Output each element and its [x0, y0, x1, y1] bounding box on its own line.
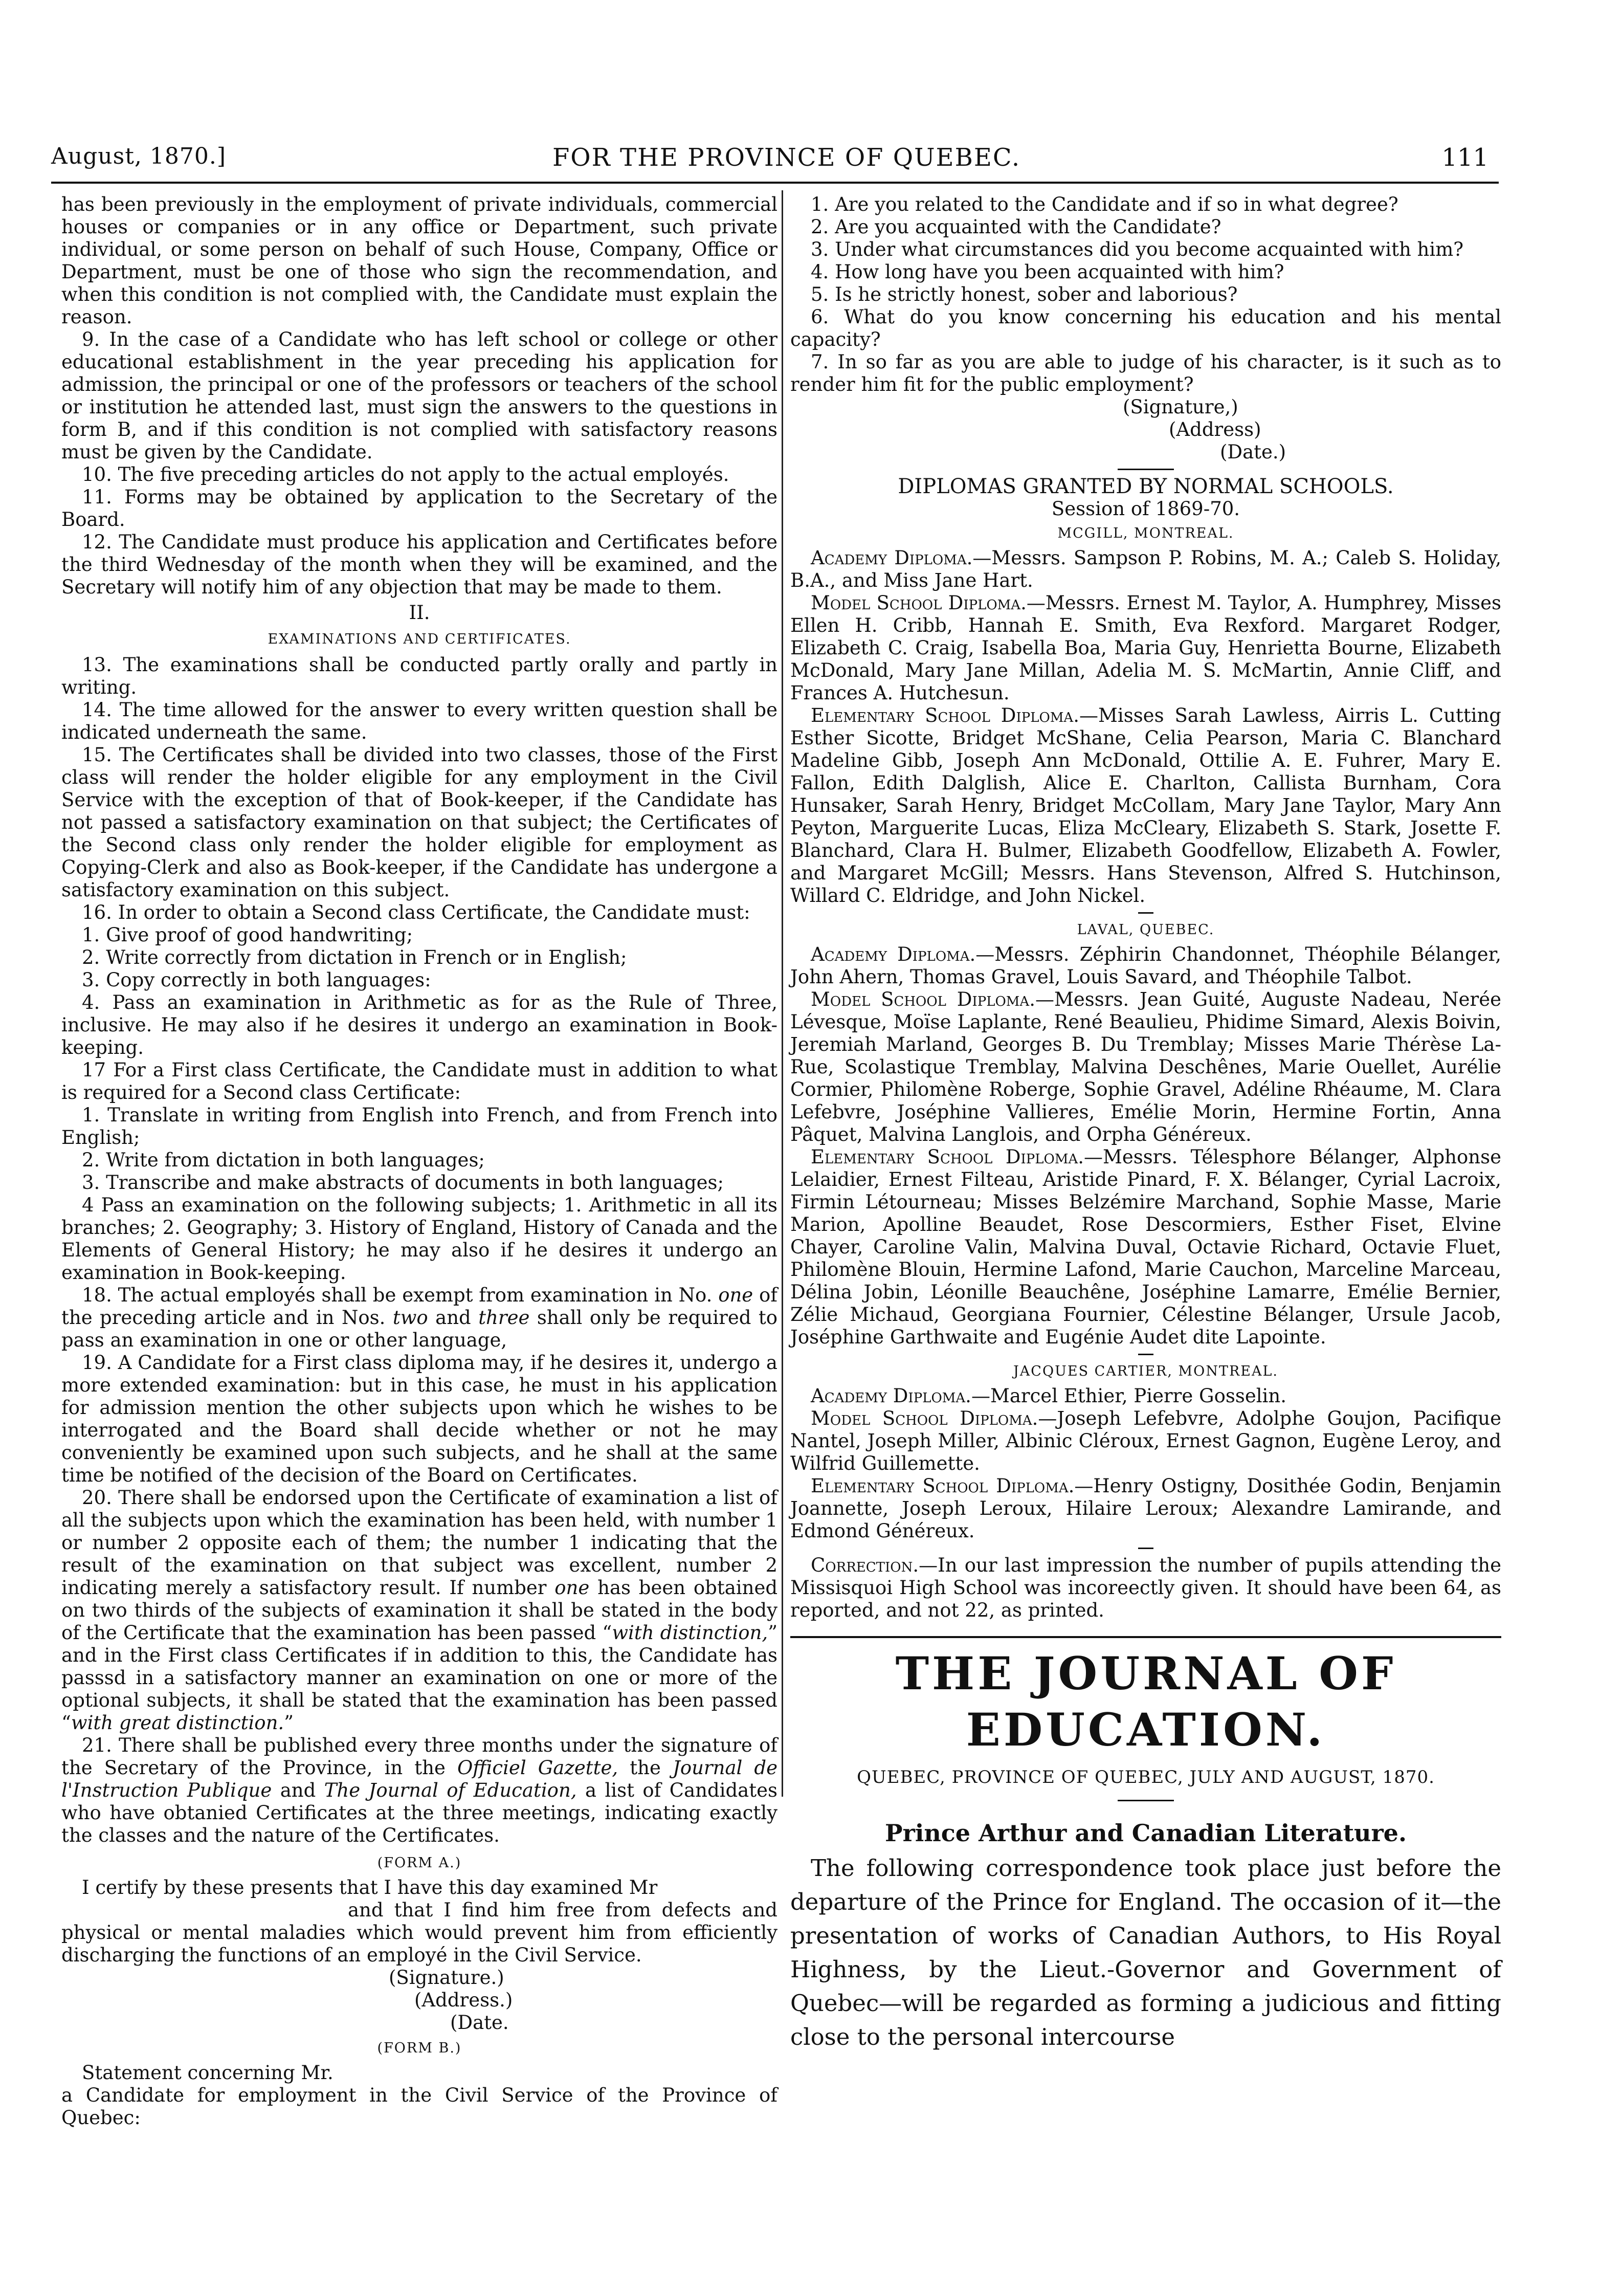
article-9: 9. In the case of a Candidate who has left school or college or other educational establishment in the year preceding his application for admission, the principal or one of the professors or teachers of the school or institution he attended last, must sign the answers to the questions in form B, and if this condition is not complied with satisfactory reasons must be given by the Candidate. — [61, 328, 777, 463]
journal-title: THE JOURNAL OF EDUCATION. — [895, 1647, 1396, 1756]
article-title: Prince Arthur and Canadian Literature. — [885, 1819, 1407, 1847]
question-5: 5. Is he strictly honest, sober and laborious? — [811, 283, 1238, 305]
session-line: Session of 1869-70. — [1051, 498, 1240, 520]
mcgill-academy: Academy Diploma.—Messrs. Sampson P. Robins, M. A.; Caleb S. Holiday, B.A., and Miss Jane Hart. — [790, 547, 1501, 591]
article-body: The following correspondence took place just before the departure of the Prince for England. The occasion of it—the presentation of works of Canadian Authors, to His Royal Highness, by the Lieut.-Governor and Government of Quebec—will be regarded as forming a judicious and fitting close to the personal intercourse — [790, 1855, 1501, 2050]
article-21: 21. There shall be published every three months under the signature of the Secretary of the Province, in the Officiel Gazette, the Journal de l'Instruction Publique and The Journal of Education, a list of Candidates who have obtanied Certificates at the three meetings, indicating exactly the classes and the nature of the Certificates. — [61, 1734, 778, 1846]
question-2: 2. Are you acquainted with the Candidate? — [811, 216, 1221, 238]
form-b-title: (FORM B.) — [377, 2040, 462, 2056]
laval-model-school: Model School Diploma.—Messrs. Jean Guité, Auguste Nadeau, Nerée Lévesque, Moïse Laplante, René Beaulieu, Phidime Simard, Alexis Boivin, Jeremiah Marland, Georges B. Du Tremblay; Misses Marie Thérèse La-Rue, Scolastique Tremblay, Malvina Deschênes, Marie Ouellet, Aurélie Cormier, Philomène Roberge, Sophie Gravel, Adéline Rhéaume, M. Clara Lefebvre, Joséphine Vallieres, Emélie Morin, Hermine Fortin, Anna Pâquet, Malvina Langlois, and Orpha Généreux. — [790, 988, 1501, 1145]
article-18: 18. The actual employés shall be exempt from examination in No. one of the preceding article and in Nos. two and three shall only be required to pass an examination in one or other language, — [61, 1284, 778, 1351]
left-column — [61, 193, 777, 2229]
form-a-title: (FORM A.) — [377, 1855, 462, 1871]
article-17-item-4: 4 Pass an examination on the following subjects; 1. Arithmetic in all its branches; 2. Geography; 3. History of England, History of Canada and the Elements of General History; he may also if he desires it undergo an examination in Book-keeping. — [61, 1194, 777, 1284]
diplomas-title: DIPLOMAS GRANTED BY NORMAL SCHOOLS. — [898, 475, 1394, 498]
right-column — [790, 193, 1501, 2229]
question-signature: (Signature,) — [1123, 396, 1238, 418]
page-header — [51, 143, 1499, 179]
article-17: 17 For a First class Certificate, the Candidate must in addition to what is required for a Second class Certificate: — [61, 1059, 777, 1103]
short-rule — [1118, 1800, 1174, 1801]
article-16-item-3: 3. Copy correctly in both languages: — [82, 969, 431, 991]
article-16-item-4: 4. Pass an examination in Arithmetic as for as the Rule of Three, inclusive. He may also if he desires it undergo an examination in Book-keeping. — [61, 991, 777, 1058]
article-16-item-1: 1. Give proof of good handwriting; — [82, 924, 413, 946]
short-rule — [1138, 1548, 1153, 1549]
article-19: 19. A Candidate for a First class diploma may, if he desires it, undergo a more extended examination: but in this case, he must in his application for admission mention the other subjects upon which he wishes to be interrogated and the Board shall decide whether or not he may conveniently be examined upon such subjects, and he shall at the same time be notified of the decision of the Board on Certificates. — [61, 1352, 777, 1486]
journal-subtitle: QUEBEC, PROVINCE OF QUEBEC, JULY AND AUGUST, 1870. — [857, 1767, 1435, 1787]
mcgill-heading: MCGILL, MONTREAL. — [1057, 525, 1234, 541]
laval-heading: LAVAL, QUEBEC. — [1077, 922, 1215, 938]
short-rule — [1138, 912, 1153, 914]
laval-academy: Academy Diploma.—Messrs. Zéphirin Chandonnet, Théophile Bélanger, John Ahern, Thomas Gravel, Louis Savard, and Théophile Talbot. — [790, 943, 1501, 988]
short-rule — [1118, 469, 1174, 470]
page-number: 111 — [1441, 143, 1488, 172]
article-15: 15. The Certificates shall be divided into two classes, those of the First class will render the holder eligible for any employment in the Civil Service with the exception of that of Book-keeper, if the Candidate has not passed a satisfactory examination on that subject; the Certificates of the Second class only render the holder eligible for employment as Copying-Clerk and also as Book-keeper, if the Candidate has undergone a satisfactory examination on this subject. — [61, 744, 777, 901]
form-a-date: (Date. — [450, 2012, 509, 2034]
form-b-line-1: Statement concerning Mr. — [82, 2062, 334, 2084]
section-title: EXAMINATIONS AND CERTIFICATES. — [268, 631, 571, 647]
jc-model-school: Model School Diploma.—Joseph Lefebvre, Adolphe Goujon, Pacifique Nantel, Joseph Miller, Albinic Cléroux, Ernest Gagnon, Eugène Leroy, and Wilfrid Guillemette. — [790, 1407, 1501, 1474]
question-6: 6. What do you know concerning his education and his mental capacity? — [790, 306, 1501, 350]
article-17-item-1: 1. Translate in writing from English into French, and from French into English; — [61, 1104, 777, 1149]
mcgill-elementary: Elementary School Diploma.—Misses Sarah Lawless, Airris L. Cutting Esther Sicotte, Bridget McShane, Celia Pearson, Maria C. Blanchard Madeline Gibb, Joseph Ann McDonald, Ottilie A. E. Fuhrer, Mary E. Fallon, Edith Dalglish, Alice E. Charlton, Callista Burnham, Cora Hunsaker, Sarah Henry, Bridget McCollam, Mary Jane Taylor, Mary Ann Peyton, Marguerite Lucas, Eliza McCleary, Elizabeth S. Stark, Josette F. Blanchard, Clara H. Bulmer, Elizabeth Goodfellow, Elizabeth A. Fowler, and Margaret McGill; Messrs. Hans Stevenson, Alfred S. Hutchinson, Willard C. Eldridge, and John Nickel. — [790, 704, 1501, 907]
jc-academy: Academy Diploma.—Marcel Ethier, Pierre Gosselin. — [811, 1385, 1286, 1407]
article-14: 14. The time allowed for the answer to every written question shall be indicated underneath the same. — [61, 699, 777, 743]
jacques-cartier-heading: JACQUES CARTIER, MONTREAL. — [1013, 1363, 1278, 1379]
article-16-item-2: 2. Write correctly from dictation in French or in English; — [82, 946, 627, 968]
paragraph-continued: has been previously in the employment of private individuals, commercial houses or companies or in any office or Department, such private individual, or some person on behalf of such House, Company, Office or Department, must be one of those who sign the recommendation, and when this condition is not complied with, the Candidate must explain the reason. — [61, 193, 777, 328]
question-4: 4. How long have you been acquainted with him? — [811, 261, 1284, 283]
form-a-address: (Address.) — [414, 1989, 513, 2011]
question-1: 1. Are you related to the Candidate and if so in what degree? — [811, 193, 1398, 215]
short-rule — [1138, 1354, 1153, 1355]
form-a-signature: (Signature.) — [389, 1967, 504, 1989]
article-16: 16. In order to obtain a Second class Certificate, the Candidate must: — [82, 901, 750, 923]
form-a-line-1: I certify by these presents that I have this day examined Mr — [82, 1876, 658, 1898]
question-3: 3. Under what circumstances did you become acquainted with him? — [811, 238, 1464, 260]
mcgill-model-school: Model School Diploma.—Messrs. Ernest M. Taylor, A. Humphrey, Misses Ellen H. Cribb, Hannah E. Smith, Eva Rexford. Margaret Rodger, Elizabeth C. Craig, Isabella Boa, Maria Guy, Henrietta Bourne, Elizabeth McDonald, Mary Jane Millan, Adelia M. S. McMartin, Annie Cliff, and Frances A. Hutchesun. — [790, 592, 1501, 704]
correction-note: Correction.—In our last impression the number of pupils attending the Missisquoi High School was incoreectly given. It should have been 64, as reported, and not 22, as printed. — [790, 1554, 1501, 1621]
article-17-item-3: 3. Transcribe and make abstracts of documents in both languages; — [82, 1172, 724, 1194]
question-address: (Address) — [1169, 418, 1261, 440]
column-divider — [782, 190, 783, 1797]
laval-elementary: Elementary School Diploma.—Messrs. Télesphore Bélanger, Alphonse Lelaidier, Ernest Filteau, Aristide Pinard, F. X. Bélanger, Cyrial Lacroix, Firmin Létourneau; Misses Belzémire Marchand, Sophie Masse, Marie Marion, Apolline Beaudet, Rose Descormiers, Esther Fiset, Elvine Chayer, Caroline Valin, Malvina Duval, Octavie Richard, Octavie Fluet, Philomène Blouin, Hermine Lafond, Marie Cauchon, Marceline Marceau, Délina Jobin, Léonille Beauchêne, Joséphine Lamarre, Emélie Bernier, Zélie Michaud, Georgiana Fournier, Célestine Bélanger, Ursule Jacob, Joséphine Garthwaite and Eugénie Audet dite Lapointe. — [790, 1146, 1502, 1348]
article-17-item-2: 2. Write from dictation in both languages; — [82, 1149, 485, 1171]
header-rule — [51, 182, 1499, 184]
form-b-line-2: a Candidate for employment in the Civil Service of the Province of Quebec: — [61, 2084, 777, 2129]
journal-rule — [790, 1636, 1501, 1638]
question-date: (Date.) — [1220, 441, 1286, 463]
article-20: 20. There shall be endorsed upon the Certificate of examination a list of all the subjects upon which the examination has been held, with number 1 or number 2 opposite each of them; the number 1 indicating that the result of the examination on that subject was excellent, number 2 indicating merely a satisfactory result. If number one has been obtained on two thirds of the subjects of examination it shall be stated in the body of the Certificate that the examination has been passed “with distinction,” and in the First class Certificates if in addition to this, the Candidate has passsd in a satisfactory manner an examination on one or more of the optional subjects, it shall be stated that the examination has been passed “with great distinction.” — [61, 1487, 778, 1734]
header-date: August, 1870.] — [51, 143, 226, 169]
article-11: 11. Forms may be obtained by application to the Secretary of the Board. — [61, 486, 777, 531]
header-title: FOR THE PROVINCE OF QUEBEC. — [552, 143, 1021, 172]
article-13: 13. The examinations shall be conducted partly orally and partly in writing. — [61, 654, 777, 698]
section-number: II. — [409, 602, 430, 624]
jc-elementary: Elementary School Diploma.—Henry Ostigny, Dosithée Godin, Benjamin Joannette, Joseph Leroux, Hilaire Leroux; Alexandre Lamirande, and Edmond Généreux. — [790, 1475, 1502, 1542]
question-7: 7. In so far as you are able to judge of his character, is it such as to render him fit for the public employment? — [790, 351, 1501, 395]
article-12: 12. The Candidate must produce his application and Certificates before the third Wednesday of the month when they will be examined, and the Secretary will notify him of any objection that may be made to them. — [61, 531, 777, 598]
article-10: 10. The five preceding articles do not apply to the actual employés. — [82, 463, 729, 485]
form-a-line-2: and that I find him free from defects and physical or mental maladies which would prevent him from efficiently discharging the functions of an employé in the Civil Service. — [61, 1899, 777, 1966]
